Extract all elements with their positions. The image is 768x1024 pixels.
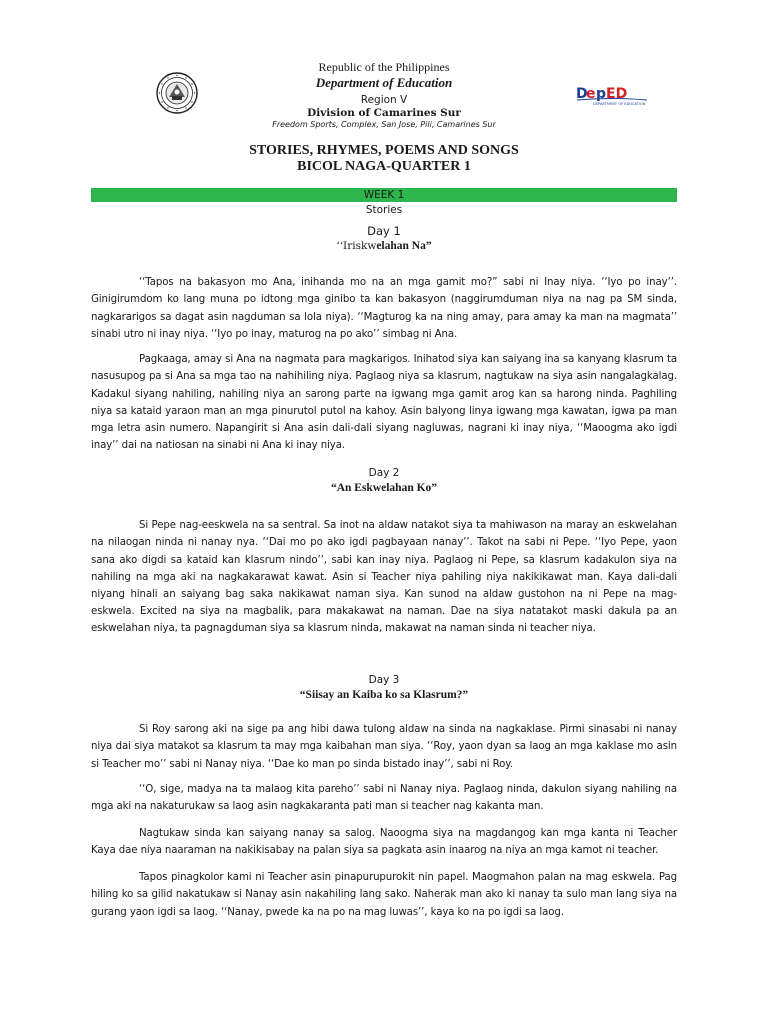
department-line: Department of Education <box>315 75 453 90</box>
svg-text:p: p <box>596 86 607 102</box>
document-subtitle: BICOL NAGA-QUARTER 1 <box>297 159 471 174</box>
republic-line: Republic of the Philippines <box>318 60 450 74</box>
day-3-heading: Day 3 <box>368 674 400 686</box>
address-line: Freedom Sports, Complex, San Jose, Pili, Camarines Sur <box>272 120 496 129</box>
day-2-heading: Day 2 <box>368 467 400 479</box>
day-1-heading: Day 1 <box>367 224 401 238</box>
title-part: elahan Na <box>376 240 426 252</box>
title-part: ‘‘Iriskw <box>336 240 377 252</box>
week-bar: WEEK 1 <box>91 188 677 202</box>
day-3-paragraph: Nagtukaw sinda kan saiyang nanay sa salog. Naoogma siya na magdangog kan mga kanta ni Teacher Kaya dae niya naaraman na nakikisabay na palan siya sa pagkata asin inaarog na niya an mga kamot ni teacher. <box>91 828 677 857</box>
document-title: STORIES, RHYMES, POEMS AND SONGS <box>249 143 519 158</box>
day-3-paragraph: ‘‘O, sige, madya na ta malaog kita pareho’’ sabi ni Nanay niya. Paglaog ninda, dakulon siyang nahiling na mga aki na nakaturukaw sa laog asin nagkakaranta pati man si teacher nag kakanta man. <box>91 784 677 813</box>
day-1-story-title <box>0 240 768 252</box>
title-part: ” <box>425 240 432 252</box>
svg-text:D: D <box>576 86 588 102</box>
day-1-paragraph: ‘‘Tapos na bakasyon mo Ana, inihanda mo na an mga gamit mo?” sabi ni Inay niya. ‘‘Iyo po inay’’. Ginigirumdom ko lang muna po idtong mga ginibo ta kan bakasyon (naggirumduman niya na nag pa SM sinda, nagkararigos sa dagat asin nagduman sa lola niya). ‘‘Magturog ka na ning amay, para amay ka man na magmata’’ sinabi utro ni inay niya. ‘‘Iyo po inay, maturog na po ako’’ simbag ni Ana. <box>91 277 677 340</box>
day-3-paragraph: Si Roy sarong aki na sige pa ang hibi dawa tulong aldaw na sinda na nagkaklase. Pirmi sinasabi ni nanay niya dai siya matakot sa klasrum ta may mga kaibahan man siya. ‘‘Roy, yaon dyan sa laog an mga kaklase mo asin si Teacher mo’’ sabi ni Nanay niya. ‘‘Dae ko man po sinda bistado inay’’, sabi ni Roy. <box>91 724 677 770</box>
day-2-story-title: “An Eskwelahan Ko” <box>330 482 438 494</box>
svg-text:e: e <box>586 86 596 102</box>
day-3-paragraph: Tapos pinagkolor kami ni Teacher asin pinapurupurokit nin papel. Maogmahon palan na mag eskwela. Pag hiling ko sa gilid nakatukaw si Nanay asin nakahiling lang sako. Naherak man ako ki nanay ta sulo man lang siya na gurang yaon igdi sa laog. ‘‘Nanay, pwede ka na po na mag luwas’’, kaya ko na po igdi sa laog. <box>91 872 677 918</box>
day-3-story-title: “Siisay an Kaiba ko sa Klasrum?” <box>299 689 469 701</box>
svg-text:ED: ED <box>606 86 628 102</box>
day-1-paragraph: Pagkaaga, amay si Ana na nagmata para magkarigos. Inihatod siya kan saiyang ina sa kanyang klasrum ta nasusupog pa si Ana sa mga tao na nahihiling niya. Paglaog niya sa klasrum, nagtukaw na siya asin nangalagkalag. Kadakul siyang nahiling, nahiling niya an sarong parte na igwang mga gamit arog kan sa harong ninda. Paghiling niya sa kataid yaraon man an mga pinurutol putol na kahoy. Asin balyong linya igwang mga kawatan, igwa pa man mga letra asin numero. Napangirit si Ana asin dali-dali siyang nagluwas, nagrani ki inay niya, ‘‘Maoogma ako igdi inay’’ dai na natiosan na sinabi ni Ana ki inay niya. <box>91 354 677 452</box>
region-line: Region V <box>360 94 408 106</box>
day-2-paragraph: Si Pepe nag-eeskwela na sa sentral. Sa inot na aldaw natakot siya ta mahiwason na maray an eskwelahan na nilaogan ninda ni nanay nya. ‘‘Dai mo po ako igdi pagbayaan nanay’’. Takot na sabi ni Pepe. ‘‘Iyo Pepe, yaon sana ako digdi sa kataid kan klasrum nindo’’, sabi kan inay niya. Paglaog ni Pepe, sa klasrum kadakulon siya na nahiling na mga aki na nagkakarawat kawat. Asin si Teacher niya pahiling niya nakikikawat man. Kaya dali-dali niyang hinali an saiyang bag saka nakikawat naman siya. Kan sunod na aldaw gustohon na ni Pepe na mag-eskwela. Excited na siya na magbalik, para makakawat na naman. Dae na siya natatakot maski dakula pa an eskwelahan niya, ta pagnagduman siya sa klasrum ninda, makawat na naman sinda ni teacher niya. <box>91 520 677 635</box>
svg-text:DEPARTMENT OF EDUCATION: DEPARTMENT OF EDUCATION <box>593 102 646 106</box>
section-label: Stories <box>365 204 403 216</box>
division-line: Division of Camarines Sur <box>307 107 461 119</box>
